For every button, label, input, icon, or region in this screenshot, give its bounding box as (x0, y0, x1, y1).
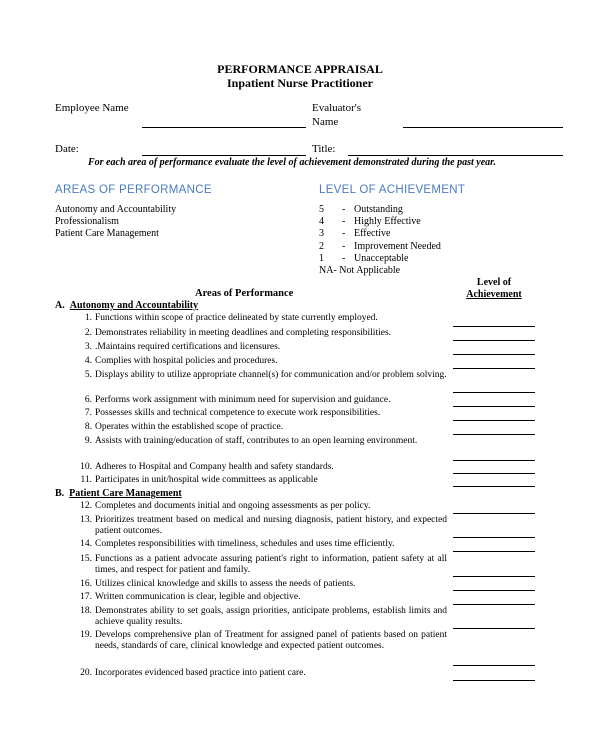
rating-blank[interactable] (453, 551, 535, 552)
rating-blank[interactable] (453, 628, 535, 629)
rating-blank[interactable] (453, 486, 535, 487)
level-item: 1 - Unacceptable (319, 252, 409, 264)
rating-blank[interactable] (453, 590, 535, 591)
rating-blank[interactable] (453, 340, 535, 341)
areas-column-header: Areas of Performance (195, 288, 294, 299)
rating-blank[interactable] (453, 473, 535, 474)
levels-heading: LEVEL OF ACHIEVEMENT (319, 184, 466, 196)
level-item: 5 - Outstanding (319, 204, 403, 215)
instructions-text: For each area of performance evaluate the level of achievement demonstrated during the past year. (88, 157, 497, 168)
rating-blank[interactable] (453, 604, 535, 605)
employee-name-field[interactable] (142, 127, 306, 128)
level-item: 2 - Improvement Needed (319, 240, 441, 252)
rating-blank[interactable] (453, 680, 535, 681)
areas-heading: AREAS OF PERFORMANCE (55, 184, 212, 196)
employee-name-label: Employee Name (55, 102, 129, 114)
areas-list-item: Patient Care Management (55, 228, 159, 240)
areas-list (55, 204, 176, 241)
rating-blank[interactable] (453, 665, 535, 666)
level-item: 4 - Highly Effective (319, 216, 421, 228)
group-heading-b: B. Patient Care Management (55, 488, 182, 499)
rating-blank[interactable] (453, 513, 535, 514)
evaluator-name-field[interactable] (403, 127, 563, 128)
rating-blank[interactable] (453, 537, 535, 538)
rating-blank[interactable] (453, 576, 535, 577)
page-title: PERFORMANCE APPRAISAL (217, 62, 383, 76)
rating-blank[interactable] (453, 354, 535, 355)
title-label: Title: (312, 143, 336, 155)
date-label: Date: (55, 143, 79, 155)
date-field[interactable] (142, 155, 306, 156)
page-subtitle: Inpatient Nurse Practitioner (227, 76, 373, 90)
evaluator-label-line1: Evaluator's (312, 102, 362, 114)
rating-blank[interactable] (453, 460, 535, 461)
rating-blank[interactable] (453, 406, 535, 407)
group-heading-a: A. Autonomy and Accountability (55, 300, 199, 311)
evaluator-label-line2: Name (312, 116, 339, 128)
levels-list (319, 204, 441, 277)
title-field[interactable] (348, 155, 563, 156)
areas-list-item: Autonomy and Accountability (55, 204, 177, 215)
level-column-header: Level of Achievement (466, 277, 522, 300)
areas-list-item: Professionalism (55, 216, 119, 228)
rating-blank[interactable] (453, 434, 535, 435)
rating-blank[interactable] (453, 368, 535, 369)
rating-blank[interactable] (453, 326, 535, 327)
rating-blank[interactable] (453, 420, 535, 421)
level-item: NA- Not Applicable (319, 265, 401, 277)
level-item: 3 - Effective (319, 228, 391, 240)
rating-blank[interactable] (453, 392, 535, 393)
